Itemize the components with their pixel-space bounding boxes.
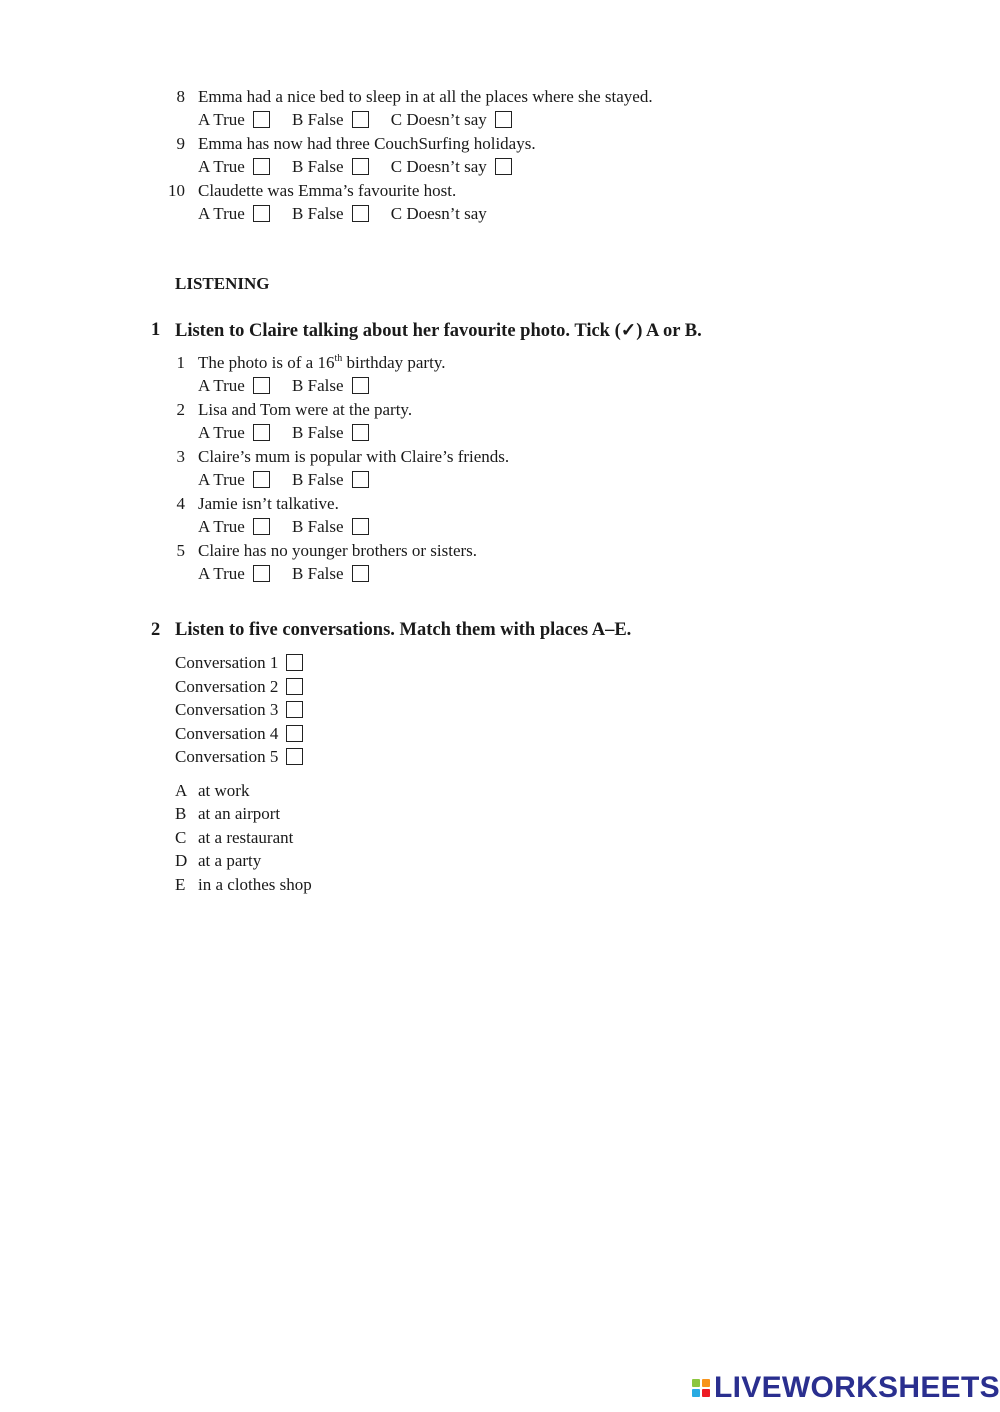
- answer-box[interactable]: [286, 748, 303, 765]
- question-number: 8: [176, 87, 185, 106]
- option-b: B False: [292, 376, 368, 396]
- option-a: A True: [198, 423, 270, 443]
- checkbox[interactable]: [352, 565, 369, 582]
- conversation-item: Conversation 4: [175, 724, 303, 744]
- checkbox[interactable]: [352, 111, 369, 128]
- logo-mark-blue: [692, 1389, 700, 1397]
- option-a: A True: [198, 517, 270, 537]
- place-letter: E: [175, 875, 186, 894]
- checkbox[interactable]: [352, 377, 369, 394]
- answer-options: [198, 110, 512, 130]
- place-text: at a party: [198, 851, 262, 870]
- option-b: B False: [292, 157, 368, 177]
- question-number: 9: [176, 134, 185, 153]
- logo-mark-orange: [702, 1379, 710, 1387]
- question-text: Claire’s mum is popular with Claire’s friends.: [198, 447, 510, 466]
- question-text: Claudette was Emma’s favourite host.: [198, 181, 457, 200]
- checkbox[interactable]: [253, 158, 270, 175]
- answer-options: [198, 470, 369, 490]
- question-number: 2: [176, 400, 185, 419]
- checkbox[interactable]: [253, 565, 270, 582]
- task-number: 2: [151, 620, 161, 640]
- conversation-item: Conversation 1: [175, 653, 303, 673]
- place-text: at a restaurant: [198, 828, 294, 847]
- place-text: at an airport: [198, 804, 281, 823]
- option-b: B False: [292, 423, 368, 443]
- answer-options: [198, 517, 369, 537]
- option-b: B False: [292, 564, 368, 584]
- answer-box[interactable]: [286, 678, 303, 695]
- option-a: A True: [198, 470, 270, 490]
- question-text: Emma had a nice bed to sleep in at all the places where she stayed.: [198, 87, 653, 106]
- question-number: 10: [168, 181, 185, 200]
- checkbox[interactable]: [253, 377, 270, 394]
- option-c: C Doesn’t say: [391, 157, 512, 177]
- conversation-item: Conversation 5: [175, 747, 303, 767]
- checkbox[interactable]: [352, 518, 369, 535]
- conversation-item: Conversation 3: [175, 700, 303, 720]
- place-letter: B: [175, 804, 187, 823]
- checkbox[interactable]: [253, 205, 270, 222]
- answer-options: [198, 423, 369, 443]
- question-text: Emma has now had three CouchSurfing holidays.: [198, 134, 536, 153]
- question-number: 5: [176, 541, 185, 560]
- question-number: 1: [176, 353, 185, 372]
- checkbox[interactable]: [253, 424, 270, 441]
- option-a: A True: [198, 564, 270, 584]
- answer-box[interactable]: [286, 654, 303, 671]
- checkbox[interactable]: [352, 424, 369, 441]
- option-b: B False: [292, 204, 368, 224]
- option-a: A True: [198, 157, 270, 177]
- question-text: The photo is of a 16th birthday party.: [198, 353, 446, 372]
- answer-options: [198, 204, 487, 224]
- option-b: B False: [292, 470, 368, 490]
- logo-mark-red: [702, 1389, 710, 1397]
- place-text: in a clothes shop: [198, 875, 312, 894]
- option-a: A True: [198, 376, 270, 396]
- question-number: 3: [176, 447, 185, 466]
- checkbox[interactable]: [352, 471, 369, 488]
- option-a: A True: [198, 110, 270, 130]
- checkbox[interactable]: [352, 158, 369, 175]
- place-letter: D: [175, 851, 188, 870]
- logo-text: LIVEWORKSHEETS: [714, 1371, 1000, 1404]
- question-text: Claire has no younger brothers or sisters.: [198, 541, 478, 560]
- checkbox[interactable]: [495, 158, 512, 175]
- option-b: B False: [292, 517, 368, 537]
- task-title: Listen to Claire talking about her favourite photo. Tick (✓) A or B.: [175, 321, 702, 341]
- answer-options: [198, 564, 369, 584]
- option-b: B False: [292, 110, 368, 130]
- checkbox[interactable]: [253, 111, 270, 128]
- place-letter: A: [175, 781, 188, 800]
- option-a: A True: [198, 204, 270, 224]
- logo-mark-icon: [692, 1379, 710, 1397]
- task-number: 1: [151, 320, 161, 340]
- conversation-item: Conversation 2: [175, 677, 303, 697]
- task-title: Listen to five conversations. Match them with places A–E.: [175, 620, 632, 640]
- question-text: Lisa and Tom were at the party.: [198, 400, 413, 419]
- option-c: C Doesn’t say: [391, 110, 512, 130]
- option-c: C Doesn’t say: [390, 204, 487, 223]
- answer-box[interactable]: [286, 725, 303, 742]
- logo-mark-green: [692, 1379, 700, 1387]
- answer-options: [198, 376, 369, 396]
- checkbox[interactable]: [253, 518, 270, 535]
- section-heading: LISTENING: [175, 274, 270, 293]
- place-text: at work: [198, 781, 250, 800]
- checkbox[interactable]: [352, 205, 369, 222]
- place-letter: C: [175, 828, 187, 847]
- checkbox[interactable]: [495, 111, 512, 128]
- answer-box[interactable]: [286, 701, 303, 718]
- checkbox[interactable]: [253, 471, 270, 488]
- liveworksheets-logo: [692, 1372, 1000, 1404]
- answer-options: [198, 157, 512, 177]
- question-text: Jamie isn’t talkative.: [198, 494, 339, 513]
- question-number: 4: [176, 494, 185, 513]
